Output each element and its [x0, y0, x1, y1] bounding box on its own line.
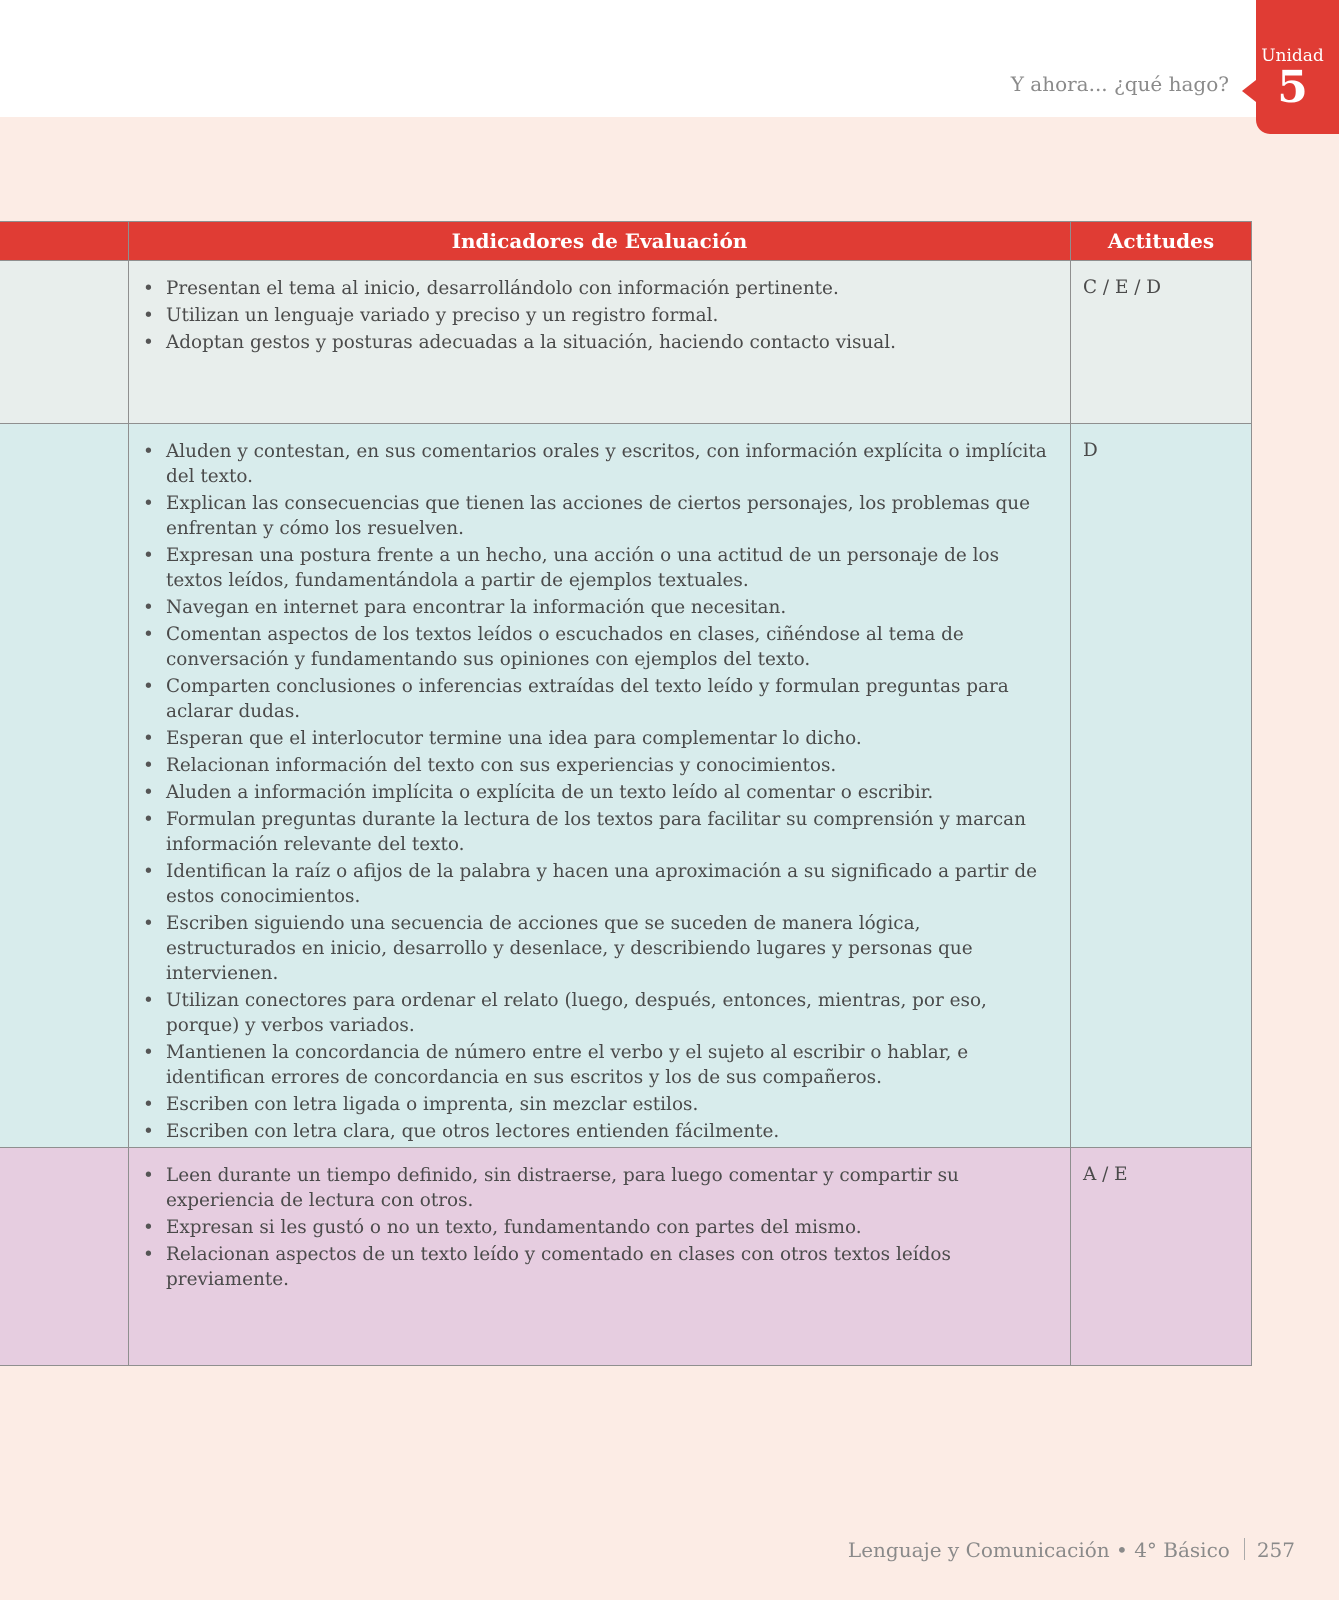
indicator-item: • Identifican la raíz o afijos de la palabra y hacen una aproximación a su significado a partir de estos conocimientos.: [166, 859, 1051, 909]
attitudes-cell: D: [1071, 424, 1252, 1148]
indicators-cell: [129, 1148, 1071, 1366]
indicator-item: • Comparten conclusiones o inferencias extraídas del texto leído y formulan preguntas para aclarar dudas.: [166, 674, 1051, 724]
indicator-item: • Navegan en internet para encontrar la información que necesitan.: [166, 595, 1051, 620]
indicator-item: • Adoptan gestos y posturas adecuadas a la situación, haciendo contacto visual.: [166, 330, 1051, 355]
indicator-list: [130, 1149, 1069, 1292]
table-header-row: [0, 222, 1252, 261]
attitudes-cell: A / E: [1071, 1148, 1252, 1366]
evaluation-table: [0, 221, 1252, 1366]
indicator-item: • Formulan preguntas durante la lectura de los textos para facilitar su comprensión y marcan información relevante del texto.: [166, 807, 1051, 857]
page-number: 257: [1256, 1538, 1295, 1562]
header-band: [0, 0, 1339, 117]
header-indicadores: Indicadores de Evaluación: [129, 222, 1071, 261]
header-cell-blank: [0, 222, 129, 261]
indicators-cell: [129, 261, 1071, 424]
indicator-item: • Mantienen la concordancia de número entre el verbo y el sujeto al escribir o hablar, e identifican errores de concordancia en sus escritos y los de sus compañeros.: [166, 1040, 1051, 1090]
row-label-cell: [0, 1148, 129, 1366]
indicator-item: • Explican las consecuencias que tienen las acciones de ciertos personajes, los problemas que enfrentan y cómo los resuelven.: [166, 491, 1051, 541]
indicator-item: • Utilizan conectores para ordenar el relato (luego, después, entonces, mientras, por eso, porque) y verbos variados.: [166, 988, 1051, 1038]
table-row: [0, 1148, 1252, 1366]
unit-tab: [1256, 0, 1339, 134]
indicator-item: • Utilizan un lenguaje variado y preciso y un registro formal.: [166, 303, 1051, 328]
header-actitudes: Actitudes: [1071, 222, 1252, 261]
page-footer: [848, 1538, 1295, 1562]
indicator-item: • Relacionan información del texto con sus experiencias y conocimientos.: [166, 753, 1051, 778]
indicator-item: • Leen durante un tiempo definido, sin distraerse, para luego comentar y compartir su experiencia de lectura con otros.: [166, 1163, 1051, 1213]
footer-separator: [1244, 1538, 1245, 1560]
row-label-cell: [0, 261, 129, 424]
attitudes-cell: C / E / D: [1071, 261, 1252, 424]
indicator-item: • Presentan el tema al inicio, desarrollándolo con información pertinente.: [166, 276, 1051, 301]
running-title: Y ahora... ¿qué hago?: [1010, 72, 1229, 96]
indicator-item: • Comentan aspectos de los textos leídos o escuchados en clases, ciñéndose al tema de conversación y fundamentando sus opiniones con ejemplos del texto.: [166, 622, 1051, 672]
indicator-list: [130, 425, 1069, 1144]
unit-number: 5: [1277, 62, 1308, 113]
indicator-item: • Expresan una postura frente a un hecho, una acción o una actitud de un personaje de los textos leídos, fundamentándola a partir de ejemplos textuales.: [166, 543, 1051, 593]
indicator-item: • Escriben siguiendo una secuencia de acciones que se suceden de manera lógica, estructurados en inicio, desarrollo y desenlace, y describiendo lugares y personas que intervienen.: [166, 911, 1051, 986]
row-label-cell: [0, 424, 129, 1148]
indicator-list: [130, 262, 1069, 355]
indicator-item: • Aluden y contestan, en sus comentarios orales y escritos, con información explícita o implícita del texto.: [166, 439, 1051, 489]
indicator-item: • Esperan que el interlocutor termine una idea para complementar lo dicho.: [166, 726, 1051, 751]
indicator-item: • Escriben con letra clara, que otros lectores entienden fácilmente.: [166, 1119, 1051, 1144]
table-row: [0, 261, 1252, 424]
indicator-item: • Escriben con letra ligada o imprenta, sin mezclar estilos.: [166, 1092, 1051, 1117]
indicator-item: • Expresan si les gustó o no un texto, fundamentando con partes del mismo.: [166, 1215, 1051, 1240]
indicators-cell: [129, 424, 1071, 1148]
unit-label: Unidad: [1261, 46, 1324, 66]
footer-book-title: Lenguaje y Comunicación • 4° Básico: [847, 1538, 1230, 1562]
indicator-item: • Aluden a información implícita o explícita de un texto leído al comentar o escribir.: [166, 780, 1051, 805]
indicator-item: • Relacionan aspectos de un texto leído y comentado en clases con otros textos leídos previamente.: [166, 1242, 1051, 1292]
table-row: [0, 424, 1252, 1148]
